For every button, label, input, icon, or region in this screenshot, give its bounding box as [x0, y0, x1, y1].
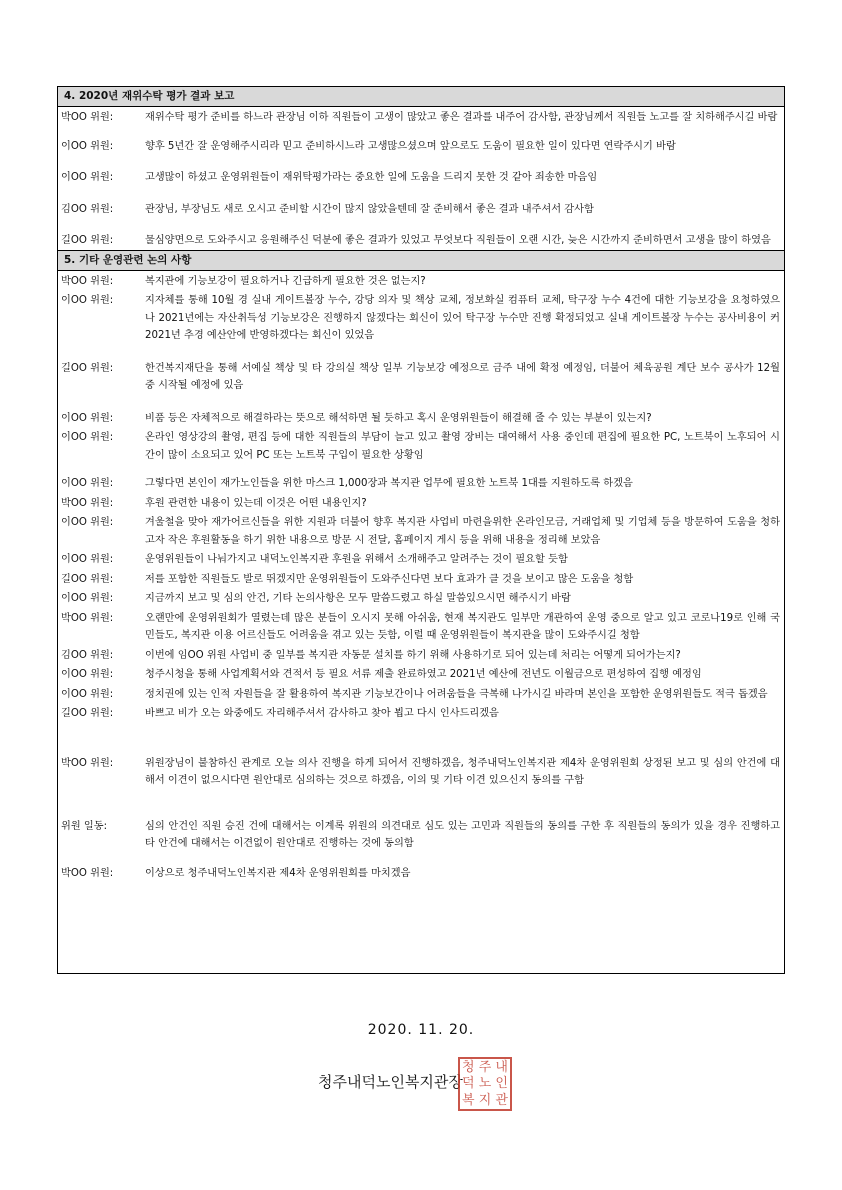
speaker-label: 이OO 위원:: [61, 412, 114, 424]
section-5-body: [58, 273, 784, 883]
minutes-entry: [58, 360, 784, 395]
document-date: 2020. 11. 20.: [367, 1022, 475, 1038]
minutes-table: [57, 86, 785, 974]
statement-text: 저를 포함한 직원들도 발로 뛰겠지만 운영위원들이 도와주신다면 보다 효과가 클 것을 보이고 많은 도움을 청함: [145, 573, 634, 585]
statement-text: 심의 안건인 직원 승진 건에 대해서는 이계록 위원의 의견대로 심도 있는 고민과 직원들의 동의를 구한 후 직원들의 동의가 있을 경우 진행하고 타 안건에 대해서는 이견없이 원안대로 진행하는 것에 동의함: [145, 820, 780, 849]
minutes-entry: [58, 232, 784, 250]
statement-text: 후원 관련한 내용이 있는데 이것은 어떤 내용인지?: [145, 497, 367, 509]
seal-glyph: 인: [495, 1076, 508, 1092]
speaker-label: 길OO 위원:: [61, 573, 114, 585]
statement-text: 복지관에 기능보강이 필요하거나 긴급하게 필요한 것은 없는지?: [145, 275, 426, 287]
statement-text: 온라인 영상강의 촬영, 편집 등에 대한 직원들의 부담이 늘고 있고 촬영 장비는 대여해서 사용 중인데 편집에 필요한 PC, 노트북이 노후되어 시간이 많이 소요되고 있어 PC 또는 노트북 구입이 필요한 상황임: [145, 432, 780, 461]
seal-glyph: 복: [462, 1093, 475, 1109]
speaker-label: 이OO 위원:: [61, 140, 114, 152]
minutes-entry: [58, 109, 784, 127]
speaker-label: 이OO 위원:: [61, 593, 114, 604]
minutes-entry: [58, 514, 784, 549]
statement-text: 이번에 임OO 위원 사업비 중 일부를 복지관 자동문 설치를 하기 위해 사용하기로 되어 있는데 처리는 어떻게 되어가는지?: [145, 649, 681, 661]
seal-glyph: 지: [478, 1093, 492, 1109]
minutes-entry: [58, 666, 784, 684]
section-4-body: [58, 109, 784, 250]
statement-text: 정치권에 있는 인적 자원들을 잘 활용하여 복지관 기능보간이나 어려움들을 극복해 나가시길 바라며 본인을 포함한 운영위원들도 적극 돕겠음: [145, 688, 768, 700]
statement-text: 겨울철을 맞아 재가어르신들을 위한 지원과 더불어 향후 복지관 사업비 마련을위한 온라인모금, 거래업체 및 기업체 등을 방문하여 도움을 청하고자 작은 후원활동을 하기 위한 내용으로 방문 시 전달, 홈페이지 게시 등을 위해 내용을 정리해 보았음: [145, 517, 780, 546]
statement-text: 향후 5년간 잘 운영해주시리라 믿고 준비하시느라 고생많으셨으며 앞으로도 도움이 필요한 일이 있다면 연락주시기 바람: [145, 140, 676, 152]
minutes-entry: [58, 495, 784, 513]
statement-text: 한건복지재단을 통해 서예실 책상 및 타 강의실 책상 일부 기능보강 예정으로 금주 내에 확정 예정임, 더불어 체육공원 계단 보수 공사가 12월 중 시작될 예정에 있음: [145, 362, 780, 391]
speaker-label: 이OO 위원:: [61, 478, 114, 489]
section-5-header: 5. 기타 운영관련 논의 사항: [58, 250, 784, 271]
speaker-label: 이OO 위원:: [61, 688, 114, 700]
statement-text: 바쁘고 비가 오는 와중에도 자리해주셔서 감사하고 찾아 뵙고 다시 인사드리겠음: [145, 708, 499, 719]
minutes-entry: [58, 201, 784, 219]
speaker-label: 박OO 위원:: [61, 275, 114, 287]
minutes-entry: [58, 292, 784, 345]
seal-glyph: 내: [495, 1059, 508, 1075]
minutes-entry: [58, 571, 784, 589]
statement-text: 재위수탁 평가 준비를 하느라 관장님 이하 직원들이 고생이 많았고 좋은 결과를 내주어 감사함, 관장님께서 직원들 노고를 잘 치하해주시길 바람: [145, 112, 778, 123]
speaker-label: 김OO 위원:: [61, 203, 114, 215]
minutes-entry: [58, 410, 784, 428]
director-signature: 청주내덕노인복지관장: [318, 1073, 463, 1091]
minutes-entry: [58, 755, 784, 790]
minutes-entry: [58, 647, 784, 665]
statement-text: 청주시청을 통해 사업계획서와 견적서 등 필요 서류 제출 완료하였고 2021년 예산에 전년도 이월금으로 편성하여 집행 예정임: [145, 669, 702, 680]
statement-text: 지금까지 보고 및 심의 안건, 기타 논의사항은 모두 말씀드렸고 하실 말씀있으시면 해주시기 바람: [145, 593, 571, 604]
speaker-label: 이OO 위원:: [61, 669, 114, 680]
speaker-label: 길OO 위원:: [61, 708, 114, 719]
statement-text: 관장님, 부장님도 새로 오시고 준비할 시간이 많지 않았을텐데 잘 준비해서 좋은 결과 내주셔서 감사함: [145, 203, 594, 215]
minutes-entry: [58, 169, 784, 187]
minutes-entry: [58, 590, 784, 608]
statement-text: 그렇다면 본인이 재가노인들을 위한 마스크 1,000장과 복지관 업무에 필요한 노트북 1대를 지원하도록 하겠음: [145, 478, 633, 489]
seal-glyph: 관: [495, 1093, 508, 1109]
speaker-label: 박OO 위원:: [61, 867, 114, 879]
speaker-label: 박OO 위원:: [61, 757, 114, 769]
speaker-label: 박OO 위원:: [61, 612, 114, 624]
speaker-label: 박OO 위원:: [61, 112, 114, 123]
speaker-label: 박OO 위원:: [61, 497, 114, 509]
speaker-label: 이OO 위원:: [61, 554, 114, 565]
minutes-entry: [58, 610, 784, 645]
speaker-label: 이OO 위원:: [61, 517, 114, 528]
speaker-label: 이OO 위원:: [61, 432, 114, 443]
statement-text: 오랜만에 운영위원회가 열렸는데 많은 분들이 오시지 못해 아쉬움, 현재 복지관도 일부만 개관하여 운영 중으로 알고 있고 코로나19로 인해 국민들도, 복지관 이용 어르신들도 어려움을 겪고 있는 듯함, 이럴 때 운영위원들이 복지관을 많이 도와주시길 청함: [145, 612, 780, 641]
statement-text: 고생많이 하셨고 운영위원들이 재위탁평가라는 중요한 일에 도움을 드리지 못한 것 같아 죄송한 마음임: [145, 172, 598, 183]
statement-text: 지자체를 통해 10월 경 실내 게이트볼장 누수, 강당 의자 및 책상 교체, 정보화실 컴퓨터 교체, 탁구장 누수 4건에 대한 기능보강을 요청하였으나 2021년에는 자산취득성 기능보강은 진행하지 않겠다는 회신이 있어 탁구장 누수만 진행 확정되었고 실내 게이트볼장 누수는 공사비용이 커 2021년 추경 예산안에 반영하겠다는 회신이 있었음: [145, 295, 780, 341]
statement-text: 운영위원들이 나눠가지고 내덕노인복지관 후원을 위해서 소개해주고 알려주는 것이 필요할 듯함: [145, 554, 568, 565]
statement-text: 이상으로 청주내덕노인복지관 제4차 운영위원회를 마치겠음: [145, 867, 411, 879]
seal-glyph: 청: [462, 1059, 475, 1075]
minutes-entry: [58, 686, 784, 704]
seal-glyph: 노: [478, 1076, 492, 1092]
minutes-entry: [58, 138, 784, 156]
minutes-entry: [58, 865, 784, 883]
speaker-label: 김OO 위원:: [61, 649, 114, 661]
minutes-entry: [58, 429, 784, 464]
seal-glyph: 주: [478, 1059, 492, 1075]
speaker-label: 이OO 위원:: [61, 172, 114, 183]
official-seal-icon: [458, 1057, 512, 1111]
statement-text: 비품 등은 자체적으로 해결하라는 뜻으로 해석하면 될 듯하고 혹시 운영위원들이 해결해 줄 수 있는 부분이 있는지?: [145, 412, 652, 424]
speaker-label: 위원 일동:: [61, 820, 108, 832]
statement-text: 위원장님이 불참하신 관계로 오늘 의사 진행을 하게 되어서 진행하겠음, 청주내덕노인복지관 제4차 운영위원회 상정된 보고 및 심의 안건에 대해서 이견이 없으시다면 원안대로 심의하는 것으로 하겠음, 이의 및 기타 이견 있으신지 동의를 구함: [145, 757, 780, 786]
minutes-entry: [58, 818, 784, 853]
section-4-header: 4. 2020년 재위수탁 평가 결과 보고: [58, 87, 784, 107]
speaker-label: 길OO 위원:: [61, 362, 114, 374]
statement-text: 물심양면으로 도와주시고 응원해주신 덕분에 좋은 결과가 있었고 무엇보다 직원들이 오랜 시간, 늦은 시간까지 준비하면서 고생을 많이 하였음: [145, 235, 771, 246]
minutes-entry: [58, 475, 784, 493]
minutes-entry: [58, 273, 784, 291]
seal-glyph: 덕: [462, 1076, 475, 1092]
minutes-entry: [58, 551, 784, 569]
speaker-label: 길OO 위원:: [61, 235, 114, 246]
minutes-entry: [58, 705, 784, 723]
speaker-label: 이OO 위원:: [61, 295, 114, 306]
